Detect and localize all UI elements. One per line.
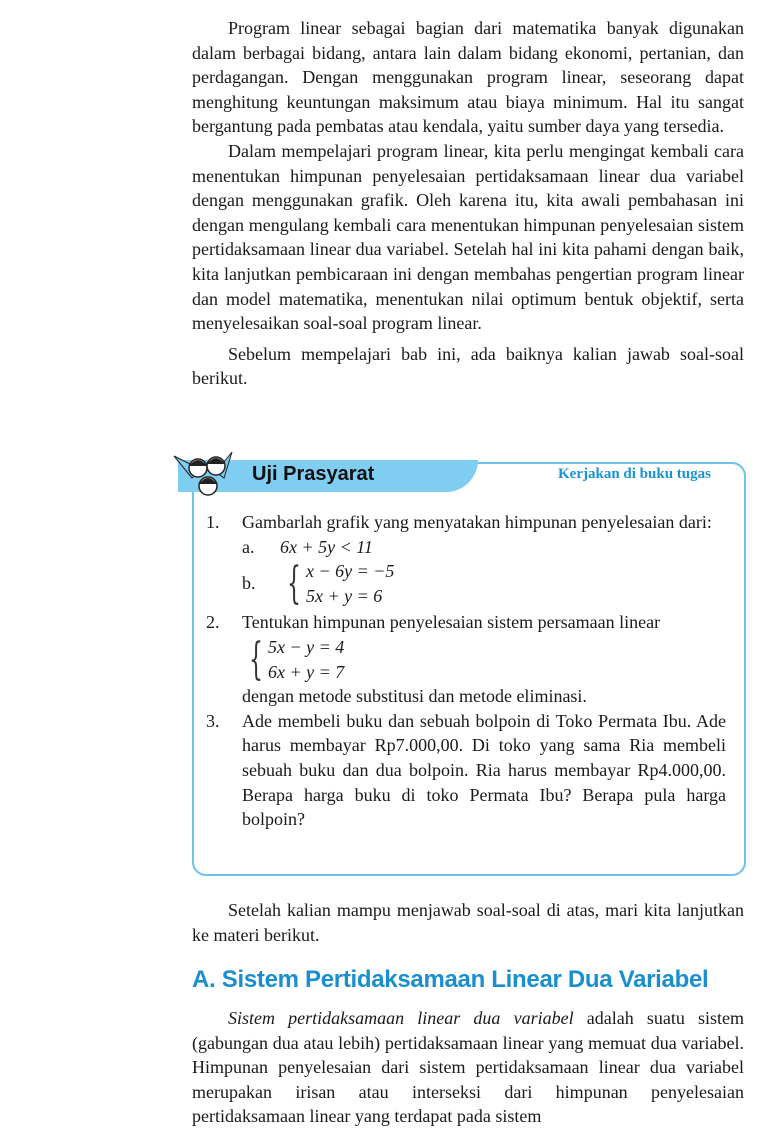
box-note: Kerjakan di buku tugas (558, 466, 711, 482)
question-2 (206, 610, 726, 708)
paragraph (192, 1006, 744, 1129)
question-text: Gambarlah grafik yang menyatakan himpunan penyelesaian dari: (242, 512, 712, 532)
question-text: Ade membeli buku dan sebuah bolpoin di Toko Permata Ibu. Ade harus membayar Rp7.000,00. Di toko yang sama Ria membeli sebuah buku dan dua bolpoin. Ria harus membayar Rp4.000,00. Berapa harga buku di toko Permata Ibu? Berapa pula harga bolpoin? (242, 710, 726, 830)
definition-text: adalah suatu sistem (gabungan dua atau lebih) pertidaksamaan linear yang memuat dua variabel. Himpunan penyelesaian dari sistem pertidaksamaan linear dua variabel merupakan irisan atau interseksi dari himpunan penyelesaian pertidaksamaan linear yang terdapat pada sistem (192, 1008, 744, 1127)
brace-icon: { (249, 633, 263, 685)
equation: 6x + y = 7 (268, 661, 345, 682)
paragraph: Sebelum mempelajari bab ini, ada baiknya kalian jawab soal-soal berikut. (192, 343, 744, 389)
question-number: 3. (206, 710, 220, 731)
section-heading: A. Sistem Pertidaksamaan Linear Dua Variabel (192, 966, 709, 993)
item-label: a. (242, 536, 255, 557)
equation: 5x − y = 4 (268, 636, 345, 657)
equation: x − 6y = −5 (306, 561, 395, 582)
question-text: Tentukan himpunan penyelesaian sistem persamaan linear (242, 612, 661, 633)
term: Sistem pertidaksamaan linear dua variabel (228, 1008, 574, 1028)
question-number: 1. (206, 512, 220, 532)
equation: 5x + y = 6 (306, 585, 383, 606)
kids-illustration-icon (172, 448, 244, 498)
item-label: b. (242, 573, 256, 594)
question-number: 2. (206, 612, 220, 633)
question-text: dengan metode substitusi dan metode eliminasi. (242, 686, 587, 707)
paragraph: Dalam mempelajari program linear, kita perlu mengingat kembali cara menentukan himpunan penyelesaian pertidaksamaan linear dua variabel dengan menggunakan grafik. Oleh karena itu, kita awali pembahasan ini dengan mengulang kembali cara menentukan himpunan penyelesaian sistem pertidaksamaan linear dua variabel. Setelah hal ini kita pahami dengan baik, kita lanjutkan pembicaraan ini dengan membahas pengertian program linear dan model matematika, menentukan nilai optimum bentuk objektif, serta menyelesaikan soal-soal program linear. (192, 140, 744, 334)
intro-text (192, 16, 744, 391)
paragraph: Program linear sebagai bagian dari matematika banyak digunakan dalam berbagai bidang, antara lain dalam bidang ekonomi, pertanian, dan perdagangan. Dengan menggunakan program linear, seseorang dapat menghitung keuntungan maksimum atau biaya minimum. Hal itu sangat bergantung pada pembatas atau kendala, yaitu sumber daya yang tersedia. (192, 18, 744, 137)
inequality: 6x + 5y < 11 (280, 536, 373, 557)
question-list (206, 510, 726, 832)
paragraph: Setelah kalian mampu menjawab soal-soal di atas, mari kita lanjutkan ke materi berikut. (192, 900, 744, 945)
box-title: Uji Prasyarat (252, 463, 375, 485)
question-3 (206, 709, 726, 832)
question-1 (206, 510, 726, 608)
brace-icon: { (287, 557, 301, 609)
